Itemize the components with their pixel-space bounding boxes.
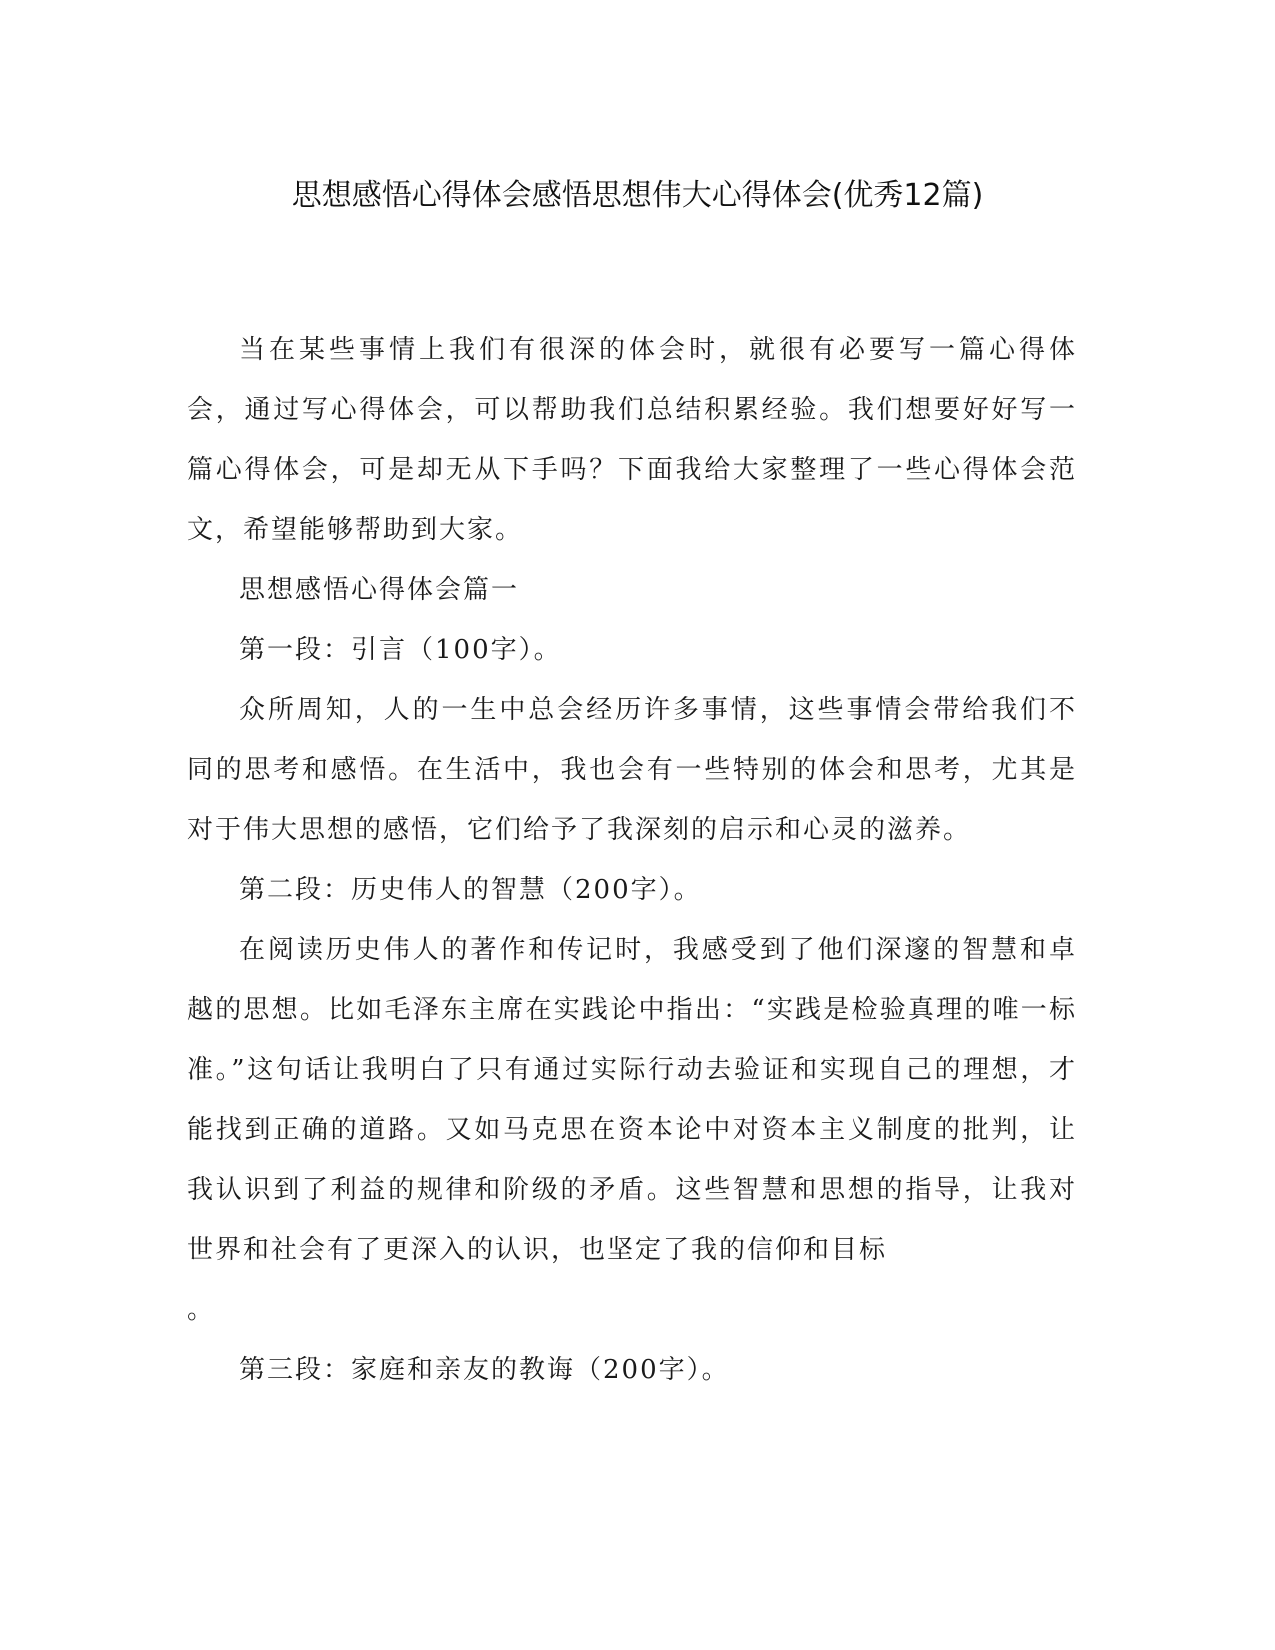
section1-paragraph: 众所周知，人的一生中总会经历许多事情，这些事情会带给我们不同的思考和感悟。在生活中，我也会有一些特别的体会和思考，尤其是对于伟大思想的感悟，它们给予了我深刻的启示和心灵的滋养。 xyxy=(187,695,1077,845)
document-title: 思想感悟心得体会感悟思想伟大心得体会(优秀12篇) xyxy=(291,178,984,213)
section3-heading: 第三段：家庭和亲友的教诲（200字）。 xyxy=(239,1355,730,1385)
document-body xyxy=(187,320,1077,1400)
intro-paragraph: 当在某些事情上我们有很深的体会时，就很有必要写一篇心得体会，通过写心得体会，可以帮助我们总结积累经验。我们想要好好写一篇心得体会，可是却无从下手吗？下面我给大家整理了一些心得体会范文，希望能够帮助到大家。 xyxy=(187,335,1077,545)
section2-paragraph-tail: 。 xyxy=(187,1295,216,1325)
article-heading: 思想感悟心得体会篇一 xyxy=(239,575,520,605)
section1-heading: 第一段：引言（100字）。 xyxy=(239,635,562,665)
section2-paragraph: 在阅读历史伟人的著作和传记时，我感受到了他们深邃的智慧和卓越的思想。比如毛泽东主席在实践论中指出：“实践是检验真理的唯一标准。”这句话让我明白了只有通过实际行动去验证和实现自己的理想，才能找到正确的道路。又如马克思在资本论中对资本主义制度的批判，让我认识到了利益的规律和阶级的矛盾。这些智慧和思想的指导，让我对世界和社会有了更深入的认识，也坚定了我的信仰和目标 xyxy=(187,935,1077,1265)
section2-heading: 第二段：历史伟人的智慧（200字）。 xyxy=(239,875,702,905)
